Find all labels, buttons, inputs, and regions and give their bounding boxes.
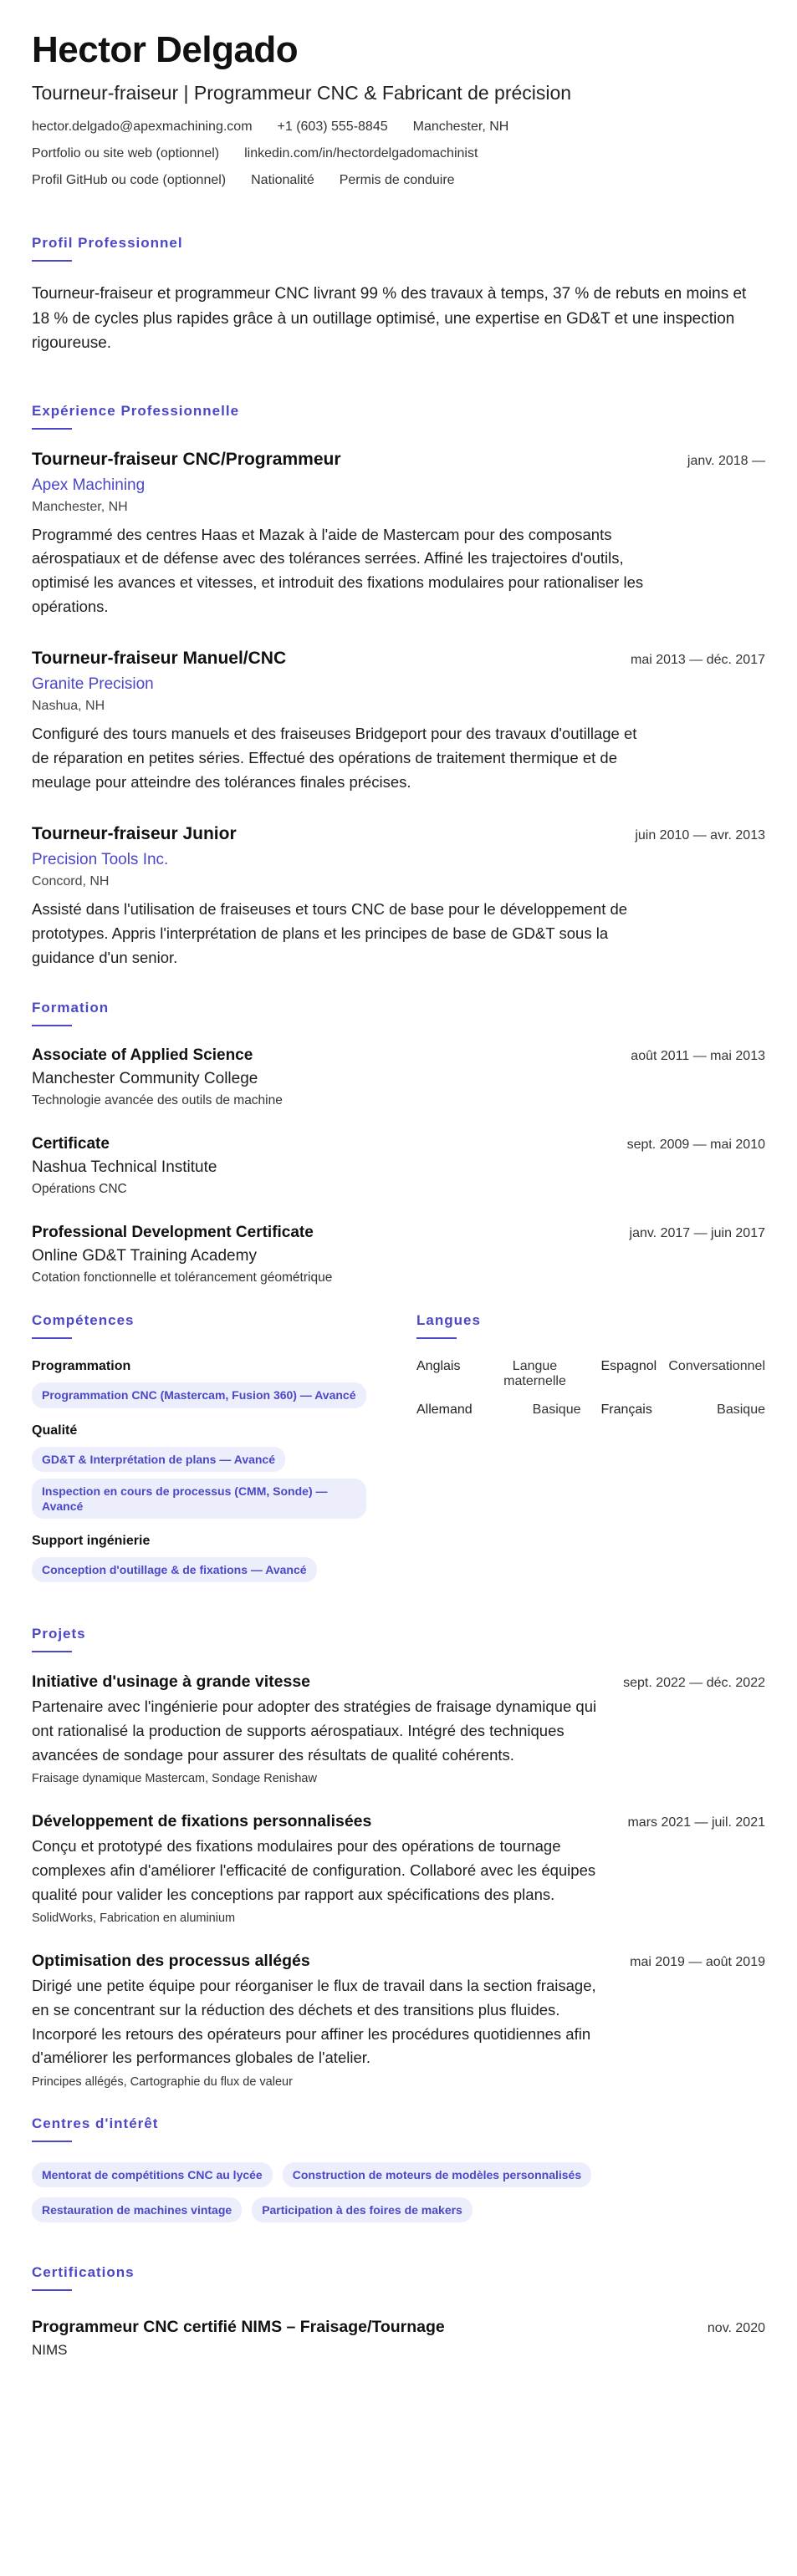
section-divider bbox=[32, 2141, 72, 2142]
job-location: Concord, NH bbox=[32, 874, 110, 889]
skill-chip: GD&T & Interprétation de plans — Avancé bbox=[32, 1447, 285, 1472]
interest-chip: Participation à des foires de makers bbox=[252, 2197, 473, 2222]
job-location: Manchester, NH bbox=[32, 499, 128, 514]
language-item bbox=[601, 1359, 766, 1389]
project-technologies: Fraisage dynamique Mastercam, Sondage Renishaw bbox=[32, 1772, 317, 1786]
job-description: Configuré des tours manuels et des fraiseuses Bridgeport pour des travaux d'outillage et de réparation en petites séries. Effectué des opérations de traitement thermique et de meulage pour atteindre des tolérances finales précises. bbox=[32, 725, 637, 791]
section-title: Formation bbox=[32, 1000, 110, 1016]
education-entry bbox=[32, 1046, 765, 1108]
language-name: Allemand bbox=[416, 1403, 473, 1418]
contact-location: Manchester, NH bbox=[412, 120, 509, 135]
job-location: Nashua, NH bbox=[32, 699, 105, 714]
contact-row bbox=[32, 120, 765, 135]
section-title: Langues bbox=[416, 1312, 481, 1329]
certifications-section bbox=[32, 2264, 765, 2359]
languages-grid bbox=[416, 1359, 765, 1418]
education-section bbox=[32, 1000, 765, 1285]
education-degree: Associate of Applied Science bbox=[32, 1046, 253, 1065]
interest-chips bbox=[32, 2162, 667, 2222]
job-title: Tourneur-fraiseur Manuel/CNC bbox=[32, 649, 287, 669]
section-title: Compétences bbox=[32, 1312, 135, 1329]
certification-name: Programmeur CNC certifié NIMS – Fraisage/Tournage bbox=[32, 2318, 445, 2337]
language-level: Conversationnel bbox=[668, 1359, 765, 1374]
certification-issuer: NIMS bbox=[32, 2342, 68, 2359]
job-entry bbox=[32, 649, 765, 794]
job-description: Assisté dans l'utilisation de fraiseuses et tours CNC de base pour le développement de prototypes. Appris l'interprétation de plans et les principes de base de GD&T sous la guidance d'un senior. bbox=[32, 900, 628, 966]
project-title: Initiative d'usinage à grande vitesse bbox=[32, 1672, 311, 1692]
skill-group bbox=[32, 1423, 383, 1520]
contact-portfolio[interactable]: Portfolio ou site web (optionnel) bbox=[32, 146, 220, 161]
interest-chip: Restauration de machines vintage bbox=[32, 2197, 242, 2222]
education-degree: Certificate bbox=[32, 1135, 110, 1153]
education-date: sept. 2009 — mai 2010 bbox=[626, 1138, 765, 1153]
skills-section bbox=[32, 1312, 383, 1582]
education-school: Nashua Technical Institute bbox=[32, 1158, 217, 1177]
project-title: Optimisation des processus allégés bbox=[32, 1952, 310, 1971]
contact-nationality: Nationalité bbox=[251, 173, 314, 188]
language-name: Anglais bbox=[416, 1359, 461, 1374]
section-title: Projets bbox=[32, 1626, 86, 1642]
education-entry bbox=[32, 1224, 765, 1285]
job-company: Precision Tools Inc. bbox=[32, 851, 169, 869]
skill-category: Support ingénierie bbox=[32, 1534, 151, 1549]
skill-chip: Inspection en cours de processus (CMM, Sonde) — Avancé bbox=[32, 1479, 366, 1519]
job-date: janv. 2018 — bbox=[687, 453, 765, 468]
experience-section bbox=[32, 403, 765, 970]
summary-section bbox=[32, 235, 765, 355]
job-date: mai 2013 — déc. 2017 bbox=[631, 653, 765, 668]
projects-section bbox=[32, 1626, 765, 2089]
language-name: Espagnol bbox=[600, 1359, 657, 1374]
section-divider bbox=[32, 1025, 72, 1026]
education-entry bbox=[32, 1135, 765, 1197]
project-date: mars 2021 — juil. 2021 bbox=[627, 1815, 765, 1830]
skill-category: Programmation bbox=[32, 1359, 131, 1374]
summary-text: Tourneur-fraiseur et programmeur CNC livrant 99 % des travaux à temps, 37 % de rebuts en moins et 18 % de cycles plus rapides grâce à un outillage optimisé, une expertise en GD&T et une inspection rigoureuse. bbox=[32, 285, 747, 353]
project-date: sept. 2022 — déc. 2022 bbox=[623, 1676, 765, 1691]
contact-row bbox=[32, 146, 765, 161]
education-degree: Professional Development Certificate bbox=[32, 1224, 314, 1242]
section-divider bbox=[32, 428, 72, 430]
contact-phone[interactable]: +1 (603) 555-8845 bbox=[277, 120, 388, 135]
section-title: Centres d'intérêt bbox=[32, 2115, 159, 2132]
education-field: Technologie avancée des outils de machine bbox=[32, 1093, 283, 1108]
contact-row bbox=[32, 173, 765, 188]
project-entry bbox=[32, 1952, 765, 2089]
certification-date: nov. 2020 bbox=[707, 2321, 765, 2336]
language-item bbox=[601, 1403, 766, 1418]
language-level: Langue maternelle bbox=[503, 1359, 566, 1389]
skill-chip: Programmation CNC (Mastercam, Fusion 360) — Avancé bbox=[32, 1382, 366, 1408]
job-title: Tourneur-fraiseur CNC/Programmeur bbox=[32, 449, 341, 469]
section-title: Expérience Professionnelle bbox=[32, 402, 240, 419]
project-technologies: SolidWorks, Fabrication en aluminium bbox=[32, 1912, 236, 1926]
job-title: Tourneur-fraiseur Junior bbox=[32, 824, 237, 844]
project-date: mai 2019 — août 2019 bbox=[630, 1955, 765, 1970]
language-level: Basique bbox=[717, 1403, 765, 1418]
skills-languages-row bbox=[32, 1312, 765, 1582]
section-title: Profil Professionnel bbox=[32, 235, 183, 252]
project-entry bbox=[32, 1672, 765, 1785]
job-entry bbox=[32, 450, 765, 619]
education-date: janv. 2017 — juin 2017 bbox=[629, 1226, 765, 1241]
project-description: Dirigé une petite équipe pour réorganiser le flux de travail dans la section fraisage, en se concentrant sur la réduction des déchets et des transitions plus fluides. Incorporé les retours des opérateurs pour affiner les procédures quotidiennes afin d'améliorer les performances globales de l'atelier. bbox=[32, 1977, 596, 2067]
contact-email[interactable]: hector.delgado@apexmachining.com bbox=[32, 120, 253, 135]
project-technologies: Principes allégés, Cartographie du flux de valeur bbox=[32, 2075, 293, 2090]
education-school: Manchester Community College bbox=[32, 1070, 258, 1088]
job-company: Apex Machining bbox=[32, 476, 146, 494]
job-company: Granite Precision bbox=[32, 675, 154, 694]
education-date: août 2011 — mai 2013 bbox=[631, 1049, 765, 1064]
education-field: Opérations CNC bbox=[32, 1182, 127, 1197]
certification-entry bbox=[32, 2318, 765, 2359]
languages-section bbox=[416, 1312, 765, 1582]
skill-chip: Conception d'outillage & de fixations — Avancé bbox=[32, 1557, 317, 1582]
contact-github[interactable]: Profil GitHub ou code (optionnel) bbox=[32, 173, 227, 188]
education-field: Cotation fonctionnelle et tolérancement géométrique bbox=[32, 1270, 333, 1285]
contact-license: Permis de conduire bbox=[339, 173, 455, 188]
skill-group bbox=[32, 1359, 383, 1408]
job-date: juin 2010 — avr. 2013 bbox=[635, 828, 765, 843]
job-description: Programmé des centres Haas et Mazak à l'aide de Mastercam pour des composants aérospatiaux et de défense avec des tolérances serrées. Affiné les trajectoires d'outils, optimisé les avances et vitesses, et introduit des fixations modulaires pour rationaliser les opérations. bbox=[32, 525, 644, 615]
candidate-name: Hector Delgado bbox=[32, 29, 299, 70]
section-divider bbox=[32, 1651, 72, 1652]
section-title: Certifications bbox=[32, 2264, 135, 2281]
project-title: Développement de fixations personnalisées bbox=[32, 1812, 372, 1831]
language-level: Basique bbox=[532, 1403, 581, 1418]
section-divider bbox=[32, 1337, 72, 1339]
interests-section bbox=[32, 2115, 765, 2222]
education-school: Online GD&T Training Academy bbox=[32, 1247, 257, 1265]
contact-linkedin[interactable]: linkedin.com/in/hectordelgadomachinist bbox=[244, 146, 478, 161]
candidate-headline: Tourneur-fraiseur | Programmeur CNC & Fabricant de précision bbox=[32, 82, 572, 104]
project-description: Partenaire avec l'ingénierie pour adopter des stratégies de fraisage dynamique qui ont rationalisé la production de supports aérospatiaux. Intégré des techniques avancées de sondage pour assurer des résultats de qualité cohérents. bbox=[32, 1698, 597, 1764]
language-item bbox=[416, 1403, 581, 1418]
language-name: Français bbox=[600, 1403, 652, 1418]
interest-chip: Construction de moteurs de modèles personnalisés bbox=[283, 2162, 591, 2187]
language-item bbox=[416, 1359, 581, 1389]
section-divider bbox=[32, 2289, 72, 2291]
resume-header bbox=[32, 30, 765, 188]
skill-group bbox=[32, 1534, 383, 1582]
skill-category: Qualité bbox=[32, 1423, 78, 1438]
section-divider bbox=[32, 260, 72, 262]
job-entry bbox=[32, 824, 765, 970]
interest-chip: Mentorat de compétitions CNC au lycée bbox=[32, 2162, 273, 2187]
project-description: Conçu et prototypé des fixations modulaires pour des opérations de tournage complexes afin d'améliorer l'efficacité de configuration. Collaboré avec les équipes qualité pour valider les conceptions par rapport aux spécifications des plans. bbox=[32, 1837, 596, 1903]
project-entry bbox=[32, 1812, 765, 1925]
section-divider bbox=[416, 1337, 457, 1339]
